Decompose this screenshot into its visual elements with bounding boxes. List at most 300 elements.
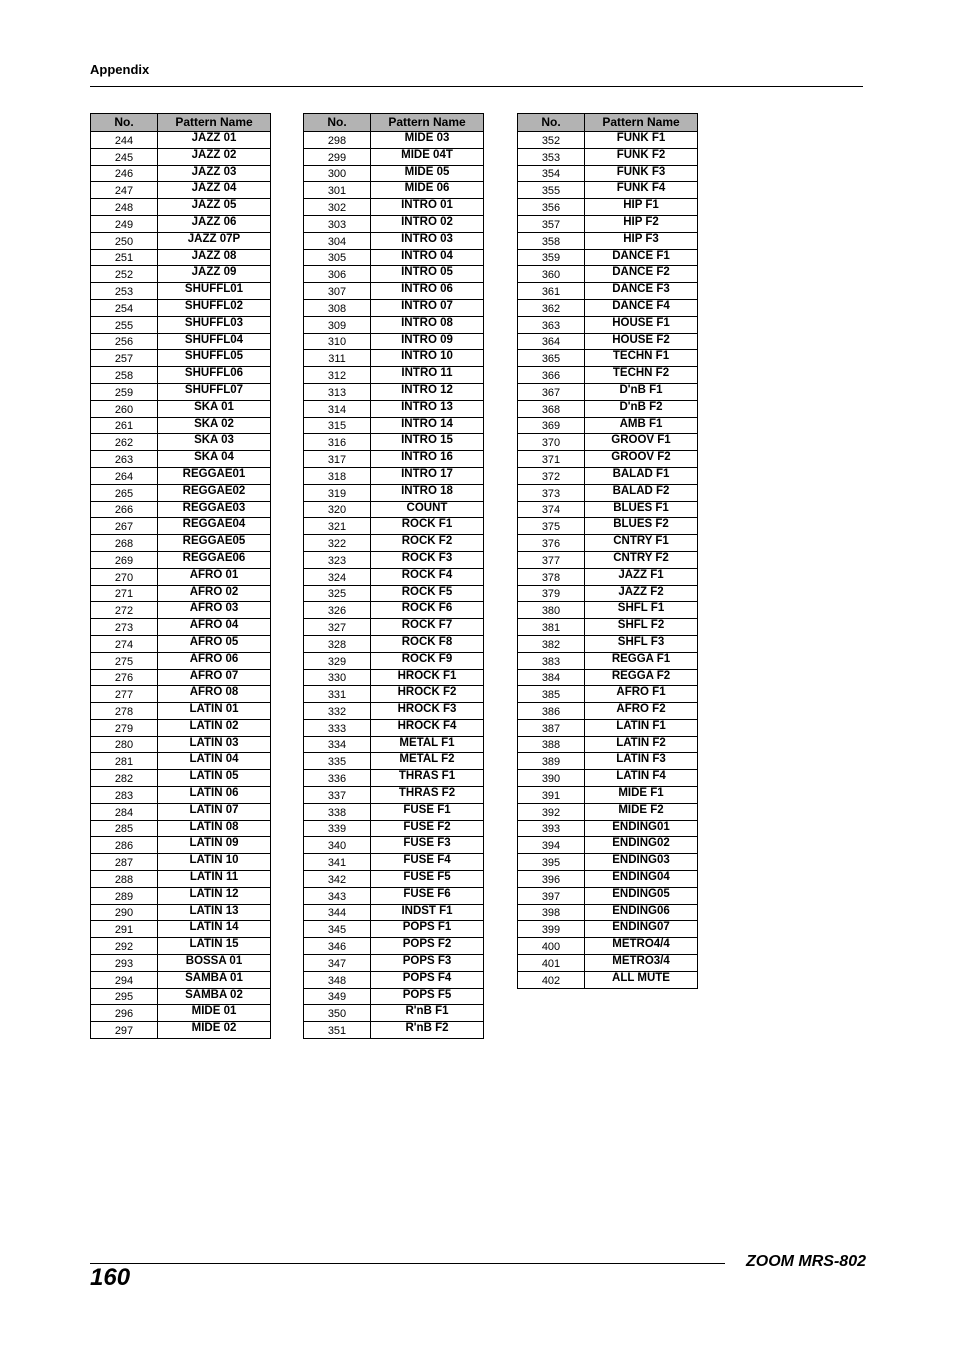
table-row [304, 871, 484, 888]
pattern-table-2 [303, 113, 484, 1039]
pattern-name: INTRO 02 [371, 215, 484, 232]
pattern-name: INTRO 17 [371, 467, 484, 484]
pattern-number: 301 [304, 182, 371, 199]
table-row [91, 736, 271, 753]
table-header-row [518, 114, 698, 132]
pattern-number: 354 [518, 165, 585, 182]
pattern-number: 314 [304, 400, 371, 417]
table-row [518, 333, 698, 350]
pattern-number: 402 [518, 971, 585, 988]
table-row [304, 686, 484, 703]
table-row [91, 266, 271, 283]
pattern-name: FUSE F2 [371, 820, 484, 837]
pattern-number: 300 [304, 165, 371, 182]
pattern-number: 358 [518, 232, 585, 249]
pattern-name: AFRO F2 [585, 703, 698, 720]
pattern-name: ROCK F5 [371, 585, 484, 602]
pattern-name: ENDING05 [585, 887, 698, 904]
pattern-name: INTRO 11 [371, 367, 484, 384]
pattern-name: JAZZ 09 [158, 266, 271, 283]
pattern-number: 352 [518, 132, 585, 149]
pattern-name: SHUFFL04 [158, 333, 271, 350]
pattern-number: 341 [304, 854, 371, 871]
pattern-number: 343 [304, 887, 371, 904]
table-row [304, 367, 484, 384]
pattern-name: REGGAE04 [158, 518, 271, 535]
pattern-number: 313 [304, 383, 371, 400]
pattern-name: REGGAE05 [158, 535, 271, 552]
table-row [304, 434, 484, 451]
pattern-number: 382 [518, 635, 585, 652]
table-row [91, 921, 271, 938]
pattern-number: 365 [518, 350, 585, 367]
pattern-name: DANCE F4 [585, 299, 698, 316]
pattern-number: 332 [304, 703, 371, 720]
pattern-number: 323 [304, 551, 371, 568]
pattern-name: INTRO 14 [371, 417, 484, 434]
table-row [304, 299, 484, 316]
pattern-number: 251 [91, 249, 158, 266]
pattern-number: 288 [91, 871, 158, 888]
pattern-number: 395 [518, 854, 585, 871]
pattern-number: 337 [304, 787, 371, 804]
pattern-number: 285 [91, 820, 158, 837]
pattern-number: 336 [304, 770, 371, 787]
pattern-number: 283 [91, 787, 158, 804]
table-row [518, 182, 698, 199]
pattern-name: MIDE 03 [371, 132, 484, 149]
pattern-number: 249 [91, 215, 158, 232]
pattern-name: THRAS F2 [371, 787, 484, 804]
pattern-name: ROCK F6 [371, 602, 484, 619]
pattern-name: D'nB F1 [585, 383, 698, 400]
table-row [91, 199, 271, 216]
table-row [518, 350, 698, 367]
table-row [304, 568, 484, 585]
pattern-name: SAMBA 02 [158, 988, 271, 1005]
table-row [91, 803, 271, 820]
pattern-number: 307 [304, 283, 371, 300]
table-row [304, 283, 484, 300]
table-row [91, 249, 271, 266]
table-row [518, 266, 698, 283]
table-row [518, 854, 698, 871]
table-row [518, 232, 698, 249]
table-row [304, 787, 484, 804]
pattern-name: AFRO 05 [158, 635, 271, 652]
pattern-name: INTRO 01 [371, 199, 484, 216]
pattern-number: 380 [518, 602, 585, 619]
pattern-name: AFRO 02 [158, 585, 271, 602]
table-row [304, 182, 484, 199]
table-row [518, 199, 698, 216]
pattern-number: 319 [304, 484, 371, 501]
pattern-number: 265 [91, 484, 158, 501]
table-row [91, 787, 271, 804]
pattern-number: 291 [91, 921, 158, 938]
pattern-number: 277 [91, 686, 158, 703]
table-row [304, 719, 484, 736]
table-row [91, 753, 271, 770]
table-row [518, 820, 698, 837]
pattern-name: HIP F3 [585, 232, 698, 249]
pattern-number: 289 [91, 887, 158, 904]
pattern-name: AFRO 03 [158, 602, 271, 619]
table-row [304, 988, 484, 1005]
pattern-number: 357 [518, 215, 585, 232]
table-row [518, 568, 698, 585]
pattern-number: 279 [91, 719, 158, 736]
pattern-number: 273 [91, 619, 158, 636]
table-row [91, 568, 271, 585]
pattern-number: 355 [518, 182, 585, 199]
pattern-name: GROOV F2 [585, 451, 698, 468]
table-row [91, 333, 271, 350]
pattern-number: 366 [518, 367, 585, 384]
table-row [304, 1022, 484, 1039]
pattern-number: 334 [304, 736, 371, 753]
pattern-name: AFRO 04 [158, 619, 271, 636]
pattern-name: SKA 03 [158, 434, 271, 451]
pattern-name: AFRO F1 [585, 686, 698, 703]
table-row [304, 887, 484, 904]
pattern-name: POPS F3 [371, 955, 484, 972]
pattern-name: ROCK F4 [371, 568, 484, 585]
pattern-name: HOUSE F2 [585, 333, 698, 350]
pattern-number: 255 [91, 316, 158, 333]
pattern-number: 325 [304, 585, 371, 602]
pattern-number: 278 [91, 703, 158, 720]
pattern-number: 271 [91, 585, 158, 602]
pattern-name: HROCK F4 [371, 719, 484, 736]
pattern-name: FUNK F2 [585, 148, 698, 165]
pattern-name: INTRO 16 [371, 451, 484, 468]
pattern-name: SHUFFL01 [158, 283, 271, 300]
pattern-number: 257 [91, 350, 158, 367]
pattern-number: 317 [304, 451, 371, 468]
pattern-number: 312 [304, 367, 371, 384]
pattern-name: JAZZ 04 [158, 182, 271, 199]
pattern-number: 393 [518, 820, 585, 837]
pattern-name: SKA 02 [158, 417, 271, 434]
pattern-name: LATIN 01 [158, 703, 271, 720]
pattern-name: ROCK F8 [371, 635, 484, 652]
pattern-number: 356 [518, 199, 585, 216]
pattern-number: 329 [304, 652, 371, 669]
pattern-number: 392 [518, 803, 585, 820]
table-row [91, 232, 271, 249]
pattern-name: THRAS F1 [371, 770, 484, 787]
pattern-name: INTRO 15 [371, 434, 484, 451]
pattern-number: 296 [91, 1005, 158, 1022]
table-row [91, 770, 271, 787]
pattern-name: FUNK F3 [585, 165, 698, 182]
table-row [304, 1005, 484, 1022]
pattern-number: 371 [518, 451, 585, 468]
pattern-number: 359 [518, 249, 585, 266]
table-row [304, 619, 484, 636]
pattern-number: 385 [518, 686, 585, 703]
table-row [518, 887, 698, 904]
table-row [304, 165, 484, 182]
table-row [304, 484, 484, 501]
pattern-number: 267 [91, 518, 158, 535]
pattern-name: LATIN 14 [158, 921, 271, 938]
pattern-number: 272 [91, 602, 158, 619]
table-row [304, 266, 484, 283]
pattern-name: POPS F5 [371, 988, 484, 1005]
pattern-name: INTRO 13 [371, 400, 484, 417]
pattern-name: SHUFFL06 [158, 367, 271, 384]
table-row [91, 938, 271, 955]
pattern-name: FUNK F4 [585, 182, 698, 199]
table-row [304, 669, 484, 686]
pattern-number: 335 [304, 753, 371, 770]
pattern-name: LATIN 12 [158, 887, 271, 904]
pattern-number: 276 [91, 669, 158, 686]
pattern-name: LATIN F2 [585, 736, 698, 753]
table-row [518, 501, 698, 518]
table-row [304, 316, 484, 333]
table-row [91, 148, 271, 165]
pattern-number: 388 [518, 736, 585, 753]
pattern-name: ENDING01 [585, 820, 698, 837]
pattern-name: MIDE F1 [585, 787, 698, 804]
pattern-name: JAZZ 03 [158, 165, 271, 182]
table-row [91, 820, 271, 837]
pattern-number: 305 [304, 249, 371, 266]
pattern-number: 401 [518, 955, 585, 972]
pattern-number: 309 [304, 316, 371, 333]
pattern-name: JAZZ 08 [158, 249, 271, 266]
pattern-number: 258 [91, 367, 158, 384]
pattern-number: 362 [518, 299, 585, 316]
table-row [91, 400, 271, 417]
pattern-name: BALAD F1 [585, 467, 698, 484]
table-row [304, 400, 484, 417]
pattern-number: 247 [91, 182, 158, 199]
pattern-number: 304 [304, 232, 371, 249]
pattern-number: 368 [518, 400, 585, 417]
pattern-name: FUSE F1 [371, 803, 484, 820]
product-name: ZOOM MRS-802 [745, 1253, 866, 1270]
pattern-name: BLUES F2 [585, 518, 698, 535]
pattern-number: 268 [91, 535, 158, 552]
pattern-name: ROCK F3 [371, 551, 484, 568]
table-row [518, 787, 698, 804]
table-row [91, 904, 271, 921]
table-row [91, 367, 271, 384]
pattern-number: 363 [518, 316, 585, 333]
pattern-name: LATIN 11 [158, 871, 271, 888]
pattern-name: ROCK F7 [371, 619, 484, 636]
pattern-number: 369 [518, 417, 585, 434]
table-row [518, 417, 698, 434]
pattern-number: 264 [91, 467, 158, 484]
table-row [91, 585, 271, 602]
pattern-name: POPS F1 [371, 921, 484, 938]
table-row [304, 417, 484, 434]
table-row [91, 1022, 271, 1039]
pattern-number: 399 [518, 921, 585, 938]
table-row [518, 635, 698, 652]
pattern-name: SAMBA 01 [158, 971, 271, 988]
pattern-name: AFRO 01 [158, 568, 271, 585]
table-row [304, 585, 484, 602]
pattern-name: LATIN F1 [585, 719, 698, 736]
table-row [91, 955, 271, 972]
table-row [91, 871, 271, 888]
pattern-name: SHUFFL02 [158, 299, 271, 316]
table-row [304, 938, 484, 955]
pattern-table-1 [90, 113, 271, 1039]
table-row [518, 837, 698, 854]
table-row [91, 417, 271, 434]
table-row [518, 585, 698, 602]
table-row [91, 350, 271, 367]
table-row [91, 719, 271, 736]
pattern-name: ENDING06 [585, 904, 698, 921]
pattern-name: LATIN 05 [158, 770, 271, 787]
column-header-pattern-name: Pattern Name [585, 114, 698, 132]
pattern-name: SHFL F3 [585, 635, 698, 652]
pattern-name: AFRO 08 [158, 686, 271, 703]
pattern-number: 383 [518, 652, 585, 669]
pattern-number: 261 [91, 417, 158, 434]
pattern-name: ENDING02 [585, 837, 698, 854]
table-row [91, 988, 271, 1005]
pattern-name: POPS F2 [371, 938, 484, 955]
pattern-name: METAL F2 [371, 753, 484, 770]
pattern-name: TECHN F2 [585, 367, 698, 384]
pattern-number: 321 [304, 518, 371, 535]
pattern-number: 284 [91, 803, 158, 820]
table-row [91, 501, 271, 518]
pattern-name: HROCK F1 [371, 669, 484, 686]
table-row [91, 703, 271, 720]
table-row [91, 299, 271, 316]
pattern-name: METRO4/4 [585, 938, 698, 955]
pattern-name: HROCK F2 [371, 686, 484, 703]
pattern-name: BALAD F2 [585, 484, 698, 501]
pattern-number: 260 [91, 400, 158, 417]
table-row [518, 938, 698, 955]
table-row [518, 400, 698, 417]
table-header-row [91, 114, 271, 132]
table-row [304, 467, 484, 484]
table-row [304, 148, 484, 165]
pattern-number: 246 [91, 165, 158, 182]
pattern-number: 340 [304, 837, 371, 854]
table-row [304, 602, 484, 619]
pattern-name: INTRO 18 [371, 484, 484, 501]
pattern-number: 327 [304, 619, 371, 636]
pattern-number: 254 [91, 299, 158, 316]
table-row [304, 703, 484, 720]
pattern-number: 324 [304, 568, 371, 585]
pattern-number: 297 [91, 1022, 158, 1039]
pattern-number: 331 [304, 686, 371, 703]
table-row [518, 451, 698, 468]
pattern-name: TECHN F1 [585, 350, 698, 367]
table-row [91, 132, 271, 149]
table-row [518, 669, 698, 686]
table-row [304, 854, 484, 871]
pattern-name: ROCK F1 [371, 518, 484, 535]
table-row [91, 619, 271, 636]
page-number: 160 [90, 1264, 131, 1291]
table-row [304, 215, 484, 232]
table-row [518, 283, 698, 300]
pattern-number: 338 [304, 803, 371, 820]
table-row [518, 518, 698, 535]
table-row [304, 770, 484, 787]
table-row [518, 971, 698, 988]
pattern-number: 311 [304, 350, 371, 367]
pattern-name: DANCE F3 [585, 283, 698, 300]
pattern-name: CNTRY F2 [585, 551, 698, 568]
pattern-number: 262 [91, 434, 158, 451]
pattern-number: 381 [518, 619, 585, 636]
table-row [518, 215, 698, 232]
pattern-number: 375 [518, 518, 585, 535]
pattern-name: INTRO 08 [371, 316, 484, 333]
table-row [91, 535, 271, 552]
pattern-name: MIDE 06 [371, 182, 484, 199]
pattern-number: 397 [518, 887, 585, 904]
table-row [91, 602, 271, 619]
pattern-name: LATIN 13 [158, 904, 271, 921]
pattern-number: 282 [91, 770, 158, 787]
pattern-number: 398 [518, 904, 585, 921]
table-row [518, 535, 698, 552]
table-row [518, 770, 698, 787]
table-row [518, 602, 698, 619]
table-row [518, 955, 698, 972]
pattern-number: 286 [91, 837, 158, 854]
pattern-name: JAZZ 02 [158, 148, 271, 165]
pattern-number: 266 [91, 501, 158, 518]
pattern-number: 374 [518, 501, 585, 518]
table-row [518, 383, 698, 400]
table-row [91, 971, 271, 988]
table-row [91, 467, 271, 484]
table-row [304, 333, 484, 350]
table-row [304, 132, 484, 149]
pattern-number: 302 [304, 199, 371, 216]
table-row [91, 484, 271, 501]
pattern-number: 326 [304, 602, 371, 619]
table-row [91, 518, 271, 535]
table-row [518, 148, 698, 165]
pattern-number: 298 [304, 132, 371, 149]
pattern-number: 263 [91, 451, 158, 468]
pattern-name: MIDE F2 [585, 803, 698, 820]
pattern-number: 378 [518, 568, 585, 585]
pattern-number: 245 [91, 148, 158, 165]
pattern-number: 328 [304, 635, 371, 652]
table-row [304, 820, 484, 837]
table-row [304, 518, 484, 535]
pattern-name: HIP F2 [585, 215, 698, 232]
pattern-number: 316 [304, 434, 371, 451]
pattern-number: 348 [304, 971, 371, 988]
column-header-pattern-name: Pattern Name [158, 114, 271, 132]
pattern-name: REGGAE03 [158, 501, 271, 518]
pattern-number: 364 [518, 333, 585, 350]
pattern-number: 293 [91, 955, 158, 972]
pattern-name: LATIN 03 [158, 736, 271, 753]
